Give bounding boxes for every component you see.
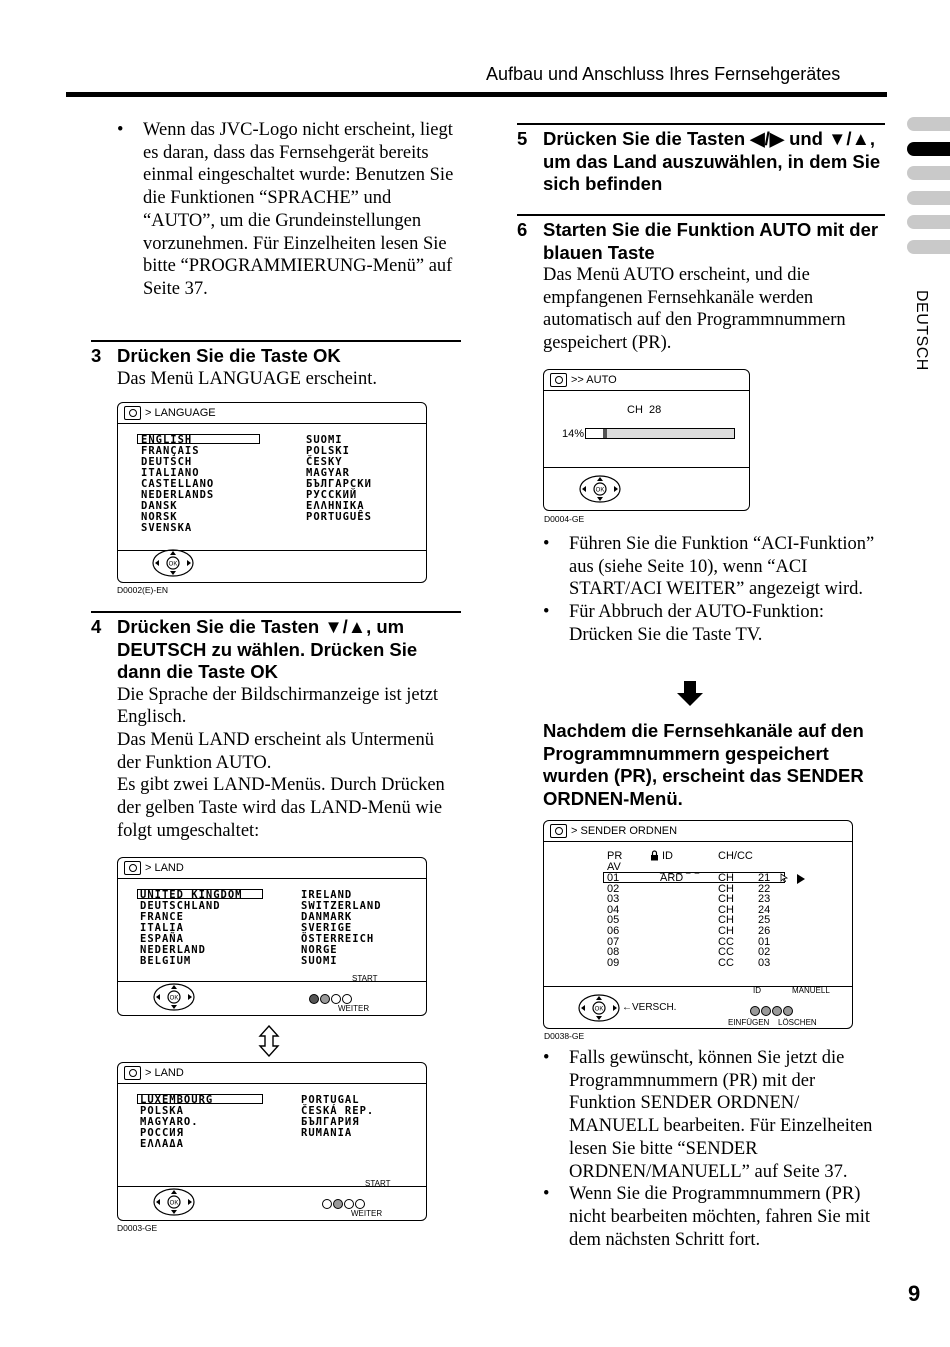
figure-caption: D0003-GE (117, 1223, 158, 1233)
list-item[interactable]: NEDERLAND (140, 944, 206, 956)
cell-ch: 23 (758, 893, 771, 906)
cell-pr: 02 (607, 882, 620, 895)
list-item[interactable]: РОССИЯ (140, 1127, 184, 1139)
step-rule (91, 611, 461, 613)
menu-icon (124, 861, 141, 875)
col-header-chcc: CH/CC (718, 850, 753, 862)
list-item[interactable]: БЪЛГАРСКИ (306, 478, 372, 490)
cell-ch: 03 (758, 956, 771, 969)
remote-dpad-icon (152, 1187, 196, 1217)
step-rule (517, 123, 885, 125)
cell-pr: 06 (607, 925, 620, 937)
list-item[interactable]: SUOMI (306, 434, 343, 446)
list-item[interactable]: MAGYAR (306, 467, 350, 479)
menu-icon (550, 373, 567, 387)
progress-bar (585, 428, 735, 439)
cell-band: CC (718, 935, 734, 948)
list-item[interactable]: DANSK (141, 500, 178, 512)
land-screen-2 (117, 1062, 427, 1221)
step-rule (91, 340, 461, 342)
svg-text:OK: OK (168, 561, 178, 568)
list-item[interactable]: POLSKA (140, 1105, 184, 1117)
end-bullets (543, 1047, 886, 1251)
figure-caption: D0004-GE (544, 514, 585, 524)
list-item[interactable]: DEUTSCH (141, 456, 193, 468)
list-item[interactable]: NORGE (301, 944, 338, 956)
cell-id: ARD (660, 872, 684, 884)
cell-band: CH (718, 925, 734, 937)
cell-band: CH (718, 893, 734, 906)
sender-heading: Nachdem die Fernsehkanäle auf den Programmnummern gespeichert wurden (PR), erscheint das SENDER ORDNEN-Menü. (543, 720, 864, 809)
start-label: START (365, 1179, 391, 1188)
progress-fill (586, 429, 607, 438)
menu-icon (124, 1066, 141, 1080)
page-number: 9 (908, 1281, 921, 1306)
col-header-pr: PR (607, 850, 623, 862)
cell-pr: 04 (607, 903, 620, 916)
list-item[interactable]: РУССКИЙ (306, 489, 358, 501)
cell-ch: 26 (758, 925, 771, 937)
country-list-2 (301, 1095, 374, 1139)
cell-pr: 03 (607, 893, 620, 906)
id-placeholder: _ _ _ _ _ (660, 865, 701, 874)
cell-ch: 22 (758, 882, 771, 895)
remote-dpad-icon (578, 474, 622, 504)
step-rule (517, 214, 885, 216)
manuell-label: MANUELL (792, 986, 830, 995)
cell-pr: 05 (607, 914, 620, 927)
list-item[interactable]: RUMANIA (301, 1127, 353, 1139)
av-row: AV (607, 861, 621, 873)
cell-pr: 08 (607, 946, 620, 959)
list-item[interactable]: ESPAÑA (140, 933, 184, 945)
bullet-item: • Für Abbruch der AUTO-Funktion: Drücken Sie die Taste TV. (543, 602, 825, 645)
sender-ordnen-screen (543, 820, 853, 1029)
section-tab-active (907, 142, 950, 156)
section-tab (907, 215, 950, 229)
section-tab (907, 166, 950, 180)
list-item[interactable]: ENGLISH (141, 434, 193, 446)
section-tab (907, 191, 950, 205)
cell-ch: 21 (758, 872, 771, 884)
list-item[interactable]: MAGYARO. (140, 1116, 199, 1128)
svg-text:OK: OK (595, 487, 605, 494)
figure-caption: D0002(E)-EN (117, 585, 169, 595)
step-6: 6 Starten Sie die Funktion AUTO mit der blauen Taste Das Menü AUTO erscheint, und die empfangenen Fernsehkanäle werden automatisch auf den Programmnummern gespeichert (PR). (517, 219, 879, 354)
list-item[interactable]: DEUTSCHLAND (140, 900, 221, 912)
list-item[interactable]: SWITZERLAND (301, 900, 382, 912)
screen-body (543, 841, 853, 987)
col-header-id: ID (662, 850, 673, 862)
cell-band: CH (718, 872, 734, 884)
list-item[interactable]: IRELAND (301, 889, 353, 901)
progress-percent: 14% (562, 428, 585, 440)
bullet-item: • Wenn Sie die Programmnummern (PR) nicht bearbeiten möchten, fahren Sie mit dem nächsten Schritt fort. (543, 1184, 871, 1250)
country-list-1 (140, 890, 243, 967)
intro-bullet: • Wenn das JVC-Logo nicht erscheint, liegt es daran, dass das Fernsehgerät bereits einmal eingeschaltet wurde: Benutzen Sie die Funktionen “SPRACHE” und “AUTO”, um die Grundeinstellungen vorzunehmen. Für Einzelheiten lesen Sie bitte “PROGRAMMIERUNG-Menü” auf Seite 37. (117, 120, 454, 299)
remote-dpad-icon (151, 548, 195, 578)
down-arrow-icon (676, 681, 704, 707)
header-rule (66, 92, 887, 97)
cell-ch: 02 (758, 946, 771, 959)
remote-dpad-icon (152, 982, 196, 1012)
toggle-arrow-icon (258, 1025, 280, 1057)
step-5: 5 Drücken Sie die Tasten ◀/▶ und ▼/▲, um das Land auszuwählen, in dem Sie sich befinden (517, 128, 881, 194)
list-item[interactable]: ČESKY (306, 456, 343, 468)
list-item[interactable]: ΕΛΛΗΝΙΚΑ (306, 500, 365, 512)
list-item[interactable]: DANMARK (301, 911, 353, 923)
screen-title: > LAND (124, 861, 184, 875)
list-item[interactable]: ΕΛΛΑΔΑ (140, 1138, 184, 1150)
list-item[interactable]: ČESKÁ REP. (301, 1105, 375, 1117)
svg-text:OK: OK (169, 995, 179, 1002)
svg-text:OK: OK (169, 1200, 179, 1207)
language-list-1 (141, 435, 214, 534)
cell-ch: 24 (758, 903, 771, 916)
id-label: ID (753, 986, 761, 995)
step-3: 3 Drücken Sie die Taste OK Das Menü LANGUAGE erscheint. (91, 345, 377, 389)
side-language-label: DEUTSCH (913, 290, 930, 371)
list-item[interactable]: CASTELLANO (141, 478, 215, 490)
bullet-item: • Falls gewünscht, können Sie jetzt die Programmnummern (PR) mit der Funktion SENDER ORDNEN/ MANUELL bearbeiten. Für Einzelheiten lesen Sie bitte “SENDER ORDNEN/MANUELL” auf Seite 37. (543, 1048, 873, 1182)
list-item[interactable]: SVENSKA (141, 522, 193, 534)
list-item[interactable]: POLSKI (306, 445, 350, 457)
language-screen (117, 402, 427, 583)
land-screen-1 (117, 857, 427, 1016)
menu-icon (124, 406, 141, 420)
list-item[interactable]: БЪЛГАРИЯ (301, 1116, 360, 1128)
screen-title: > SENDER ORDNEN (550, 824, 677, 838)
list-item[interactable]: BELGIUM (140, 955, 192, 967)
screen-title: >> AUTO (550, 373, 617, 387)
list-item[interactable]: LUXEMBOURG (140, 1094, 214, 1106)
cell-pr: 07 (607, 935, 620, 948)
auto-bullets (543, 533, 886, 647)
list-item[interactable]: NEDERLANDS (141, 489, 215, 501)
right-arrow-icon (796, 874, 806, 884)
list-item[interactable]: ITALIA (140, 922, 184, 934)
figure-caption: D0038-GE (544, 1031, 585, 1041)
list-item[interactable]: PORTUGUÊS (306, 511, 372, 523)
list-item[interactable]: SUOMI (301, 955, 338, 967)
step-4: 4 Drücken Sie die Tasten ▼/▲, um DEUTSCH zu wählen. Drücken Sie dann die Taste OK Die Sprache der Bildschirmanzeige ist jetzt Englisch. Das Menü LAND erscheint als Untermenü der Funktion AUTO. Es gibt zwei LAND-Menüs. Durch Drücken der gelben Taste wird das LAND-Menü wie folgt umgeschaltet: (91, 616, 445, 841)
start-label: START (352, 974, 378, 983)
versch-label: ←VERSCH. (622, 1002, 677, 1013)
channel-readout: CH 28 (627, 404, 662, 416)
cell-ch: 25 (758, 914, 771, 927)
list-item[interactable]: ÖSTERREICH (301, 933, 375, 945)
bullet-item: • Führen Sie die Funktion “ACI-Funktion” aus (siehe Seite 10), wenn “ACI START/ACI WEITER” angezeigt wird. (543, 534, 875, 600)
country-list-2 (301, 890, 382, 967)
list-item[interactable]: PORTUGAL (301, 1094, 360, 1106)
screen-title: > LANGUAGE (124, 406, 216, 420)
weiter-label: WEITER (351, 1209, 383, 1218)
cell-band: CH (718, 882, 734, 895)
page-header-title: Aufbau und Anschluss Ihres Fernsehgerätes (486, 64, 841, 84)
svg-text:OK: OK (594, 1006, 604, 1013)
auto-screen (543, 369, 750, 511)
list-item[interactable]: FRANÇAIS (141, 445, 200, 457)
screen-title: > LAND (124, 1066, 184, 1080)
remote-dpad-icon (577, 993, 621, 1023)
section-tab (907, 240, 950, 254)
lock-icon (650, 850, 659, 861)
list-item[interactable]: UNITED KINGDOM (140, 889, 243, 901)
cell-band: CC (718, 956, 734, 969)
list-item[interactable]: ITALIANO (141, 467, 200, 479)
cell-pr: 09 (607, 956, 620, 969)
menu-icon (550, 824, 567, 838)
cell-band: CC (718, 946, 734, 959)
cell-band: CH (718, 914, 734, 927)
weiter-label: WEITER (338, 1004, 370, 1013)
cell-ch: 01 (758, 935, 771, 948)
section-tabs (907, 117, 950, 264)
language-list-2 (306, 435, 372, 523)
list-item[interactable]: SVERIGE (301, 922, 353, 934)
pointer-icon (780, 873, 789, 882)
section-tab (907, 117, 950, 131)
einfuegen-label: EINFÜGEN (728, 1018, 770, 1027)
country-list-1 (140, 1095, 213, 1150)
cell-band: CH (718, 903, 734, 916)
list-item[interactable]: FRANCE (140, 911, 184, 923)
cell-pr: 01 (607, 872, 620, 884)
loeschen-label: LÖSCHEN (778, 1018, 817, 1027)
list-item[interactable]: NORSK (141, 511, 178, 523)
